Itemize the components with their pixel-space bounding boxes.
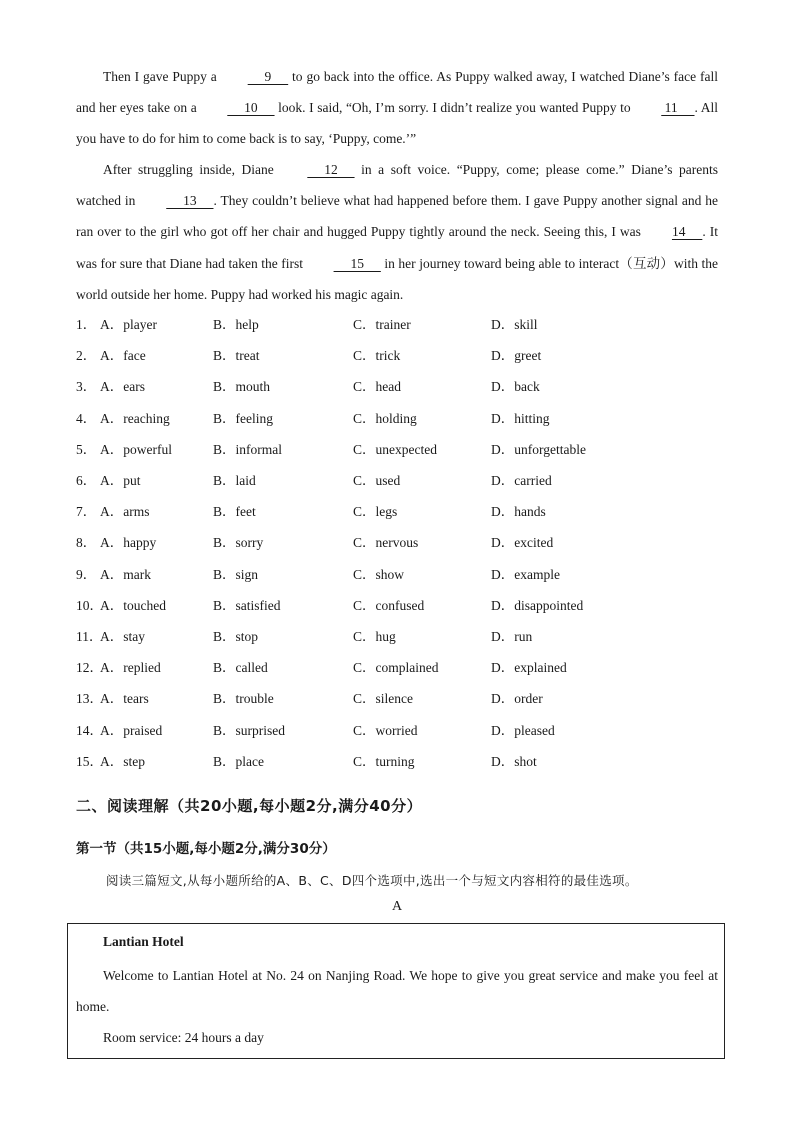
- question-row: [76, 752, 716, 772]
- option-a: A．praised: [100, 722, 163, 738]
- passage-text: After struggling inside, Diane: [103, 162, 281, 177]
- option-b: B．laid: [213, 473, 256, 488]
- question-row: [76, 409, 716, 429]
- question-row: [76, 689, 716, 709]
- question-number: 1．: [76, 317, 97, 332]
- question-number: 2．: [76, 348, 97, 364]
- question-number: 10．: [76, 597, 103, 613]
- option-c: C．complained: [353, 660, 439, 676]
- option-d: D．explained: [491, 660, 567, 676]
- passage-text: . It was for sure that Diane had taken the first: [76, 224, 718, 271]
- option-d: D．greet: [491, 348, 542, 364]
- question-row: [76, 346, 716, 366]
- option-b: B．trouble: [213, 691, 274, 707]
- question-number: 4．: [76, 410, 97, 426]
- option-c: C．head: [353, 379, 401, 395]
- option-c: C．turning: [353, 753, 415, 769]
- question-row: [76, 440, 716, 460]
- blank-10: 10: [227, 100, 275, 116]
- instruction-text: 阅读三篇短文,从每小题所给的A、B、C、D四个选项中,选出一个与短文内容相符的最佳选项。: [106, 873, 638, 888]
- question-row: [76, 658, 716, 678]
- option-b: B．sign: [213, 566, 259, 582]
- option-a: A．powerful: [100, 441, 172, 457]
- option-a: A．put: [100, 473, 141, 488]
- option-d: D．hitting: [491, 410, 550, 426]
- question-number: 13．: [76, 691, 103, 707]
- blank-9: 9: [247, 69, 289, 84]
- option-c: C．holding: [353, 410, 417, 426]
- passage-label: A: [391, 899, 403, 914]
- question-number: 11．: [76, 629, 103, 644]
- option-d: D．shot: [491, 753, 537, 769]
- question-row: [76, 721, 716, 741]
- option-c: C．hug: [353, 629, 396, 644]
- option-b: B．feet: [213, 504, 256, 520]
- question-number: 9．: [76, 566, 97, 582]
- question-row: [76, 627, 716, 647]
- passage-text: . They couldn’t believe what had happened before them. I gave Puppy another signal and he ran over to the girl who got off her chair and hugged Puppy tightly around the neck. Seeing this, I was: [76, 193, 718, 240]
- option-d: D．order: [491, 691, 543, 707]
- passage-text: look. I said, “Oh, I’m sorry. I didn’t realize you wanted Puppy to: [274, 100, 635, 116]
- blank-12: 12: [307, 162, 355, 177]
- question-number: 7．: [76, 504, 97, 520]
- option-a: A．happy: [100, 535, 157, 551]
- passage-paragraph-1: [76, 61, 718, 155]
- option-a: A．replied: [100, 660, 161, 676]
- option-c: C．trainer: [353, 317, 411, 332]
- room-service-text: Room service: 24 hours a day: [103, 1030, 264, 1045]
- question-number: 14．: [76, 722, 103, 738]
- option-c: C．silence: [353, 691, 413, 707]
- option-d: D．carried: [491, 473, 552, 488]
- question-row: [76, 533, 716, 553]
- question-number: 15．: [76, 753, 103, 769]
- option-b: B．surprised: [213, 722, 285, 738]
- passage-paragraph-2: [76, 154, 718, 310]
- option-d: D．disappointed: [491, 597, 584, 613]
- question-row: [76, 377, 716, 397]
- option-b: B．satisfied: [213, 597, 281, 613]
- question-number: 12．: [76, 660, 103, 676]
- option-a: A．arms: [100, 504, 150, 520]
- option-c: C．legs: [353, 504, 398, 520]
- option-b: B．called: [213, 660, 268, 676]
- passage-text: in her journey toward being able to interact（互动）with the world outside her home. Puppy had worked his magic again.: [76, 255, 718, 302]
- option-a: A．ears: [100, 379, 145, 395]
- question-row: [76, 565, 716, 585]
- option-d: D．unforgettable: [491, 441, 586, 457]
- option-c: C．nervous: [353, 535, 419, 551]
- option-d: D．pleased: [491, 722, 555, 738]
- blank-15: 15: [333, 255, 381, 271]
- question-number: 5．: [76, 441, 97, 457]
- section-title: 二、阅读理解（共20小题,每小题2分,满分40分）: [76, 797, 423, 815]
- passage-text: to go back into the office. As Puppy walked away, I watched Diane’s face fall and her eyes take on a: [76, 69, 718, 116]
- option-a: A．face: [100, 348, 146, 364]
- passage-text: Then I gave Puppy a: [103, 69, 221, 84]
- question-number: 8．: [76, 535, 97, 551]
- option-c: C．unexpected: [353, 441, 437, 457]
- option-c: C．show: [353, 566, 405, 582]
- option-b: B．place: [213, 753, 264, 769]
- option-a: A．reaching: [100, 410, 170, 426]
- question-row: [76, 596, 716, 616]
- passage-text: . All you have to do for him to come back is to say, ‘Puppy, come.’”: [76, 100, 718, 147]
- option-b: B．help: [213, 317, 259, 332]
- part-title: 第一节（共15小题,每小题2分,满分30分）: [76, 841, 336, 857]
- hotel-welcome-text: Welcome to Lantian Hotel at No. 24 on Nanjing Road. We hope to give you great service and make you feel at home.: [76, 968, 718, 1015]
- option-b: B．treat: [213, 348, 260, 364]
- blank-14: 14: [671, 224, 703, 240]
- question-row: [76, 315, 716, 335]
- option-d: D．back: [491, 379, 540, 395]
- blank-13: 13: [166, 193, 214, 209]
- option-a: A．touched: [100, 597, 166, 613]
- option-d: D．skill: [491, 317, 538, 332]
- option-b: B．sorry: [213, 535, 264, 551]
- option-c: C．confused: [353, 597, 425, 613]
- option-a: A．stay: [100, 629, 145, 644]
- option-b: B．feeling: [213, 410, 273, 426]
- question-row: [76, 502, 716, 522]
- option-c: C．used: [353, 473, 401, 488]
- passage-text: in a soft voice. “Puppy, come; please come.” Diane’s parents watched in: [76, 162, 718, 209]
- option-c: C．trick: [353, 348, 401, 364]
- option-c: C．worried: [353, 722, 418, 738]
- option-a: A．player: [100, 317, 157, 332]
- option-a: A．step: [100, 753, 145, 769]
- option-a: A．tears: [100, 691, 149, 707]
- question-number: 3．: [76, 379, 97, 395]
- option-d: D．example: [491, 566, 560, 582]
- question-number: 6．: [76, 473, 97, 488]
- option-d: D．excited: [491, 535, 554, 551]
- option-d: D．run: [491, 629, 533, 644]
- option-b: B．mouth: [213, 379, 271, 395]
- option-b: B．stop: [213, 629, 259, 644]
- option-d: D．hands: [491, 504, 546, 520]
- question-row: [76, 471, 716, 491]
- blank-11: 11: [661, 100, 695, 116]
- option-a: A．mark: [100, 566, 151, 582]
- option-b: B．informal: [213, 441, 282, 457]
- hotel-title: Lantian Hotel: [103, 934, 184, 949]
